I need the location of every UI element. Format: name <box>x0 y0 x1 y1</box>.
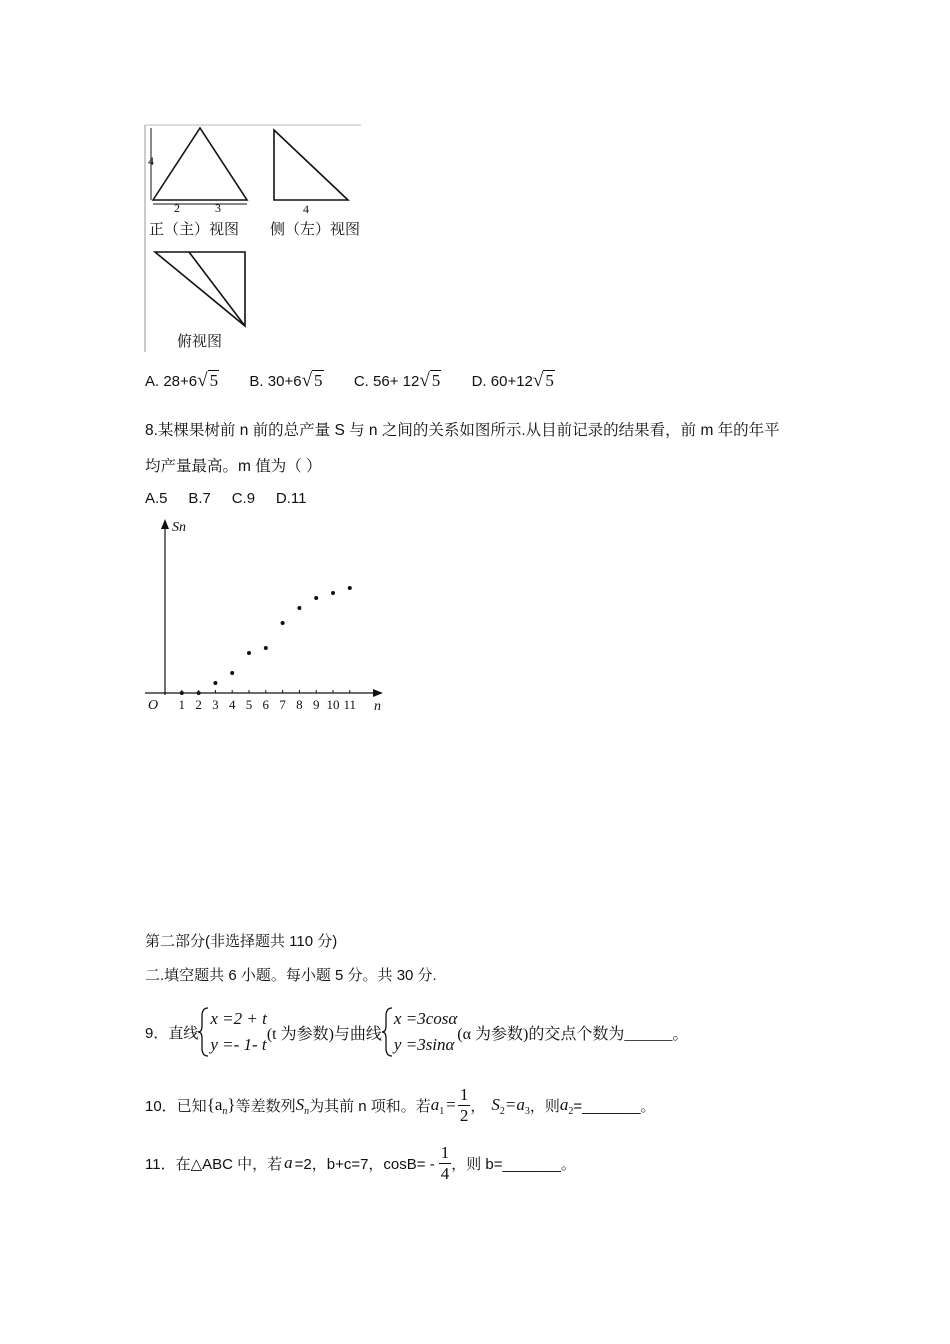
x-tick-label: 9 <box>312 697 320 712</box>
q9-line-eq2: y =- 1- t <box>210 1035 267 1054</box>
sn-scatter-chart <box>140 515 390 715</box>
top-view-inner-line <box>189 252 245 326</box>
q7-option-c: C. 56+ 12√ 5 <box>353 370 441 391</box>
q10-seq: $\{a_n\}$ <box>206 1095 236 1117</box>
x-tick-label: 6 <box>262 697 270 712</box>
q8-line-2: 均产量最高。m 值为（ ） <box>145 458 322 475</box>
front-view-caption: 正（主）视图 <box>149 221 240 238</box>
q10-sn: $S_n$ <box>295 1095 310 1117</box>
side-view-triangle <box>274 130 348 200</box>
x-axis-arrow <box>373 689 383 697</box>
q9-line-eq1: x =2 + t <box>210 1009 267 1028</box>
q11-mid: =2，b+c=7，cosB= - <box>294 1155 435 1173</box>
q10-a1: $a_1$ <box>430 1095 445 1117</box>
data-point <box>314 596 318 600</box>
q7-option-b: B. 30+6√ 5 <box>249 370 323 391</box>
q10-fraction: $\frac{1}{2}$ <box>459 1084 469 1125</box>
q10 <box>145 1082 656 1128</box>
q11-fraction: $\frac{1}{4}$ <box>440 1142 450 1183</box>
q9 <box>145 1004 688 1060</box>
q10-mid: 等差数列 <box>235 1097 296 1115</box>
q9-line-system <box>210 1006 266 1058</box>
x-tick-label: 11 <box>343 697 357 712</box>
q11-tail: ，则 b=_______。 <box>451 1155 576 1173</box>
q10-comma: ， <box>470 1097 486 1115</box>
data-point <box>348 586 352 590</box>
q11-prefix: 11．在△ABC 中，若 <box>145 1155 283 1173</box>
x-tick-label: 5 <box>245 697 253 712</box>
q10-then: ，则 <box>529 1097 560 1115</box>
y-axis-label: Sn <box>172 520 186 535</box>
q11-a: a <box>284 1153 293 1172</box>
q9-tail: (α 为参数)的交点个数为______。 <box>457 1025 689 1043</box>
side-view-caption: 侧（左）视图 <box>270 221 361 238</box>
q10-s2: $S_2$ <box>491 1095 505 1117</box>
q9-number: 9．直线 <box>145 1024 199 1042</box>
q9-curve-eq1: x =3cosα <box>393 1009 458 1028</box>
x-tick-label: 2 <box>195 697 202 712</box>
data-point <box>247 651 251 655</box>
data-point <box>230 671 234 675</box>
top-view-outline <box>155 252 245 326</box>
q10-a3: $=a_3$ <box>504 1095 530 1117</box>
x-tick-label: 4 <box>228 697 236 712</box>
data-point <box>331 591 335 595</box>
q11 <box>145 1140 576 1186</box>
part2-section: 二.填空题共 6 小题。每小题 5 分。共 30 分. <box>145 967 437 984</box>
left-brace-icon <box>382 1006 394 1058</box>
data-point <box>281 621 285 625</box>
q10-eq: = <box>446 1095 456 1114</box>
q8-options: A.5 B.7 C.9 D.11 <box>145 490 307 507</box>
sqrt-icon: √ 5 <box>419 370 441 391</box>
q10-mid2: 为其前 n 项和。若 <box>309 1097 431 1115</box>
x-axis-label: n <box>374 699 381 714</box>
top-view-caption: 俯视图 <box>177 333 223 350</box>
data-point <box>264 646 268 650</box>
data-point <box>297 606 301 610</box>
q10-tail: =_______。 <box>573 1097 656 1115</box>
x-tick-label: 1 <box>178 697 186 712</box>
data-point <box>197 691 201 695</box>
dim-height-label: 4 <box>148 154 154 168</box>
x-tick-label: 7 <box>279 697 286 712</box>
sqrt-icon: √ 5 <box>197 370 219 391</box>
part2-heading: 第二部分(非选择题共 110 分) <box>145 933 338 950</box>
dim-side-base-label: 4 <box>303 202 309 216</box>
x-tick-label: 10 <box>326 697 340 712</box>
left-brace-icon <box>198 1006 210 1058</box>
three-view-drawing <box>143 124 365 354</box>
q10-number: 10．已知 <box>145 1097 207 1115</box>
q9-curve-eq2: y =3sinα <box>393 1035 455 1054</box>
q9-curve-system <box>394 1006 457 1058</box>
sqrt-icon: √ 5 <box>301 370 323 391</box>
data-point <box>213 681 217 685</box>
q7-option-a: A. 28+6√ 5 <box>145 370 219 391</box>
data-point <box>180 691 184 695</box>
dim-left-label: 2 <box>174 201 180 215</box>
q9-param-note: (t 为参数)与曲线 <box>266 1025 382 1043</box>
q7-option-d: D. 60+12√ 5 <box>471 370 554 391</box>
q7-options <box>145 370 555 392</box>
front-view-triangle <box>153 128 247 200</box>
q10-a2: $a_2$ <box>559 1095 574 1117</box>
q8-line-1: 8.某棵果树前 n 前的总产量 S 与 n 之间的关系如图所示.从目前记录的结果看，前 m 年的年平 <box>145 422 780 439</box>
dim-right-label: 3 <box>215 201 221 215</box>
origin-label: O <box>148 698 159 713</box>
x-tick-label: 3 <box>212 697 219 712</box>
y-axis-arrow <box>161 519 169 529</box>
data-points <box>180 586 352 695</box>
sqrt-icon: √ 5 <box>532 370 554 391</box>
x-tick-label: 8 <box>296 697 303 712</box>
three-view-figure <box>143 124 365 354</box>
